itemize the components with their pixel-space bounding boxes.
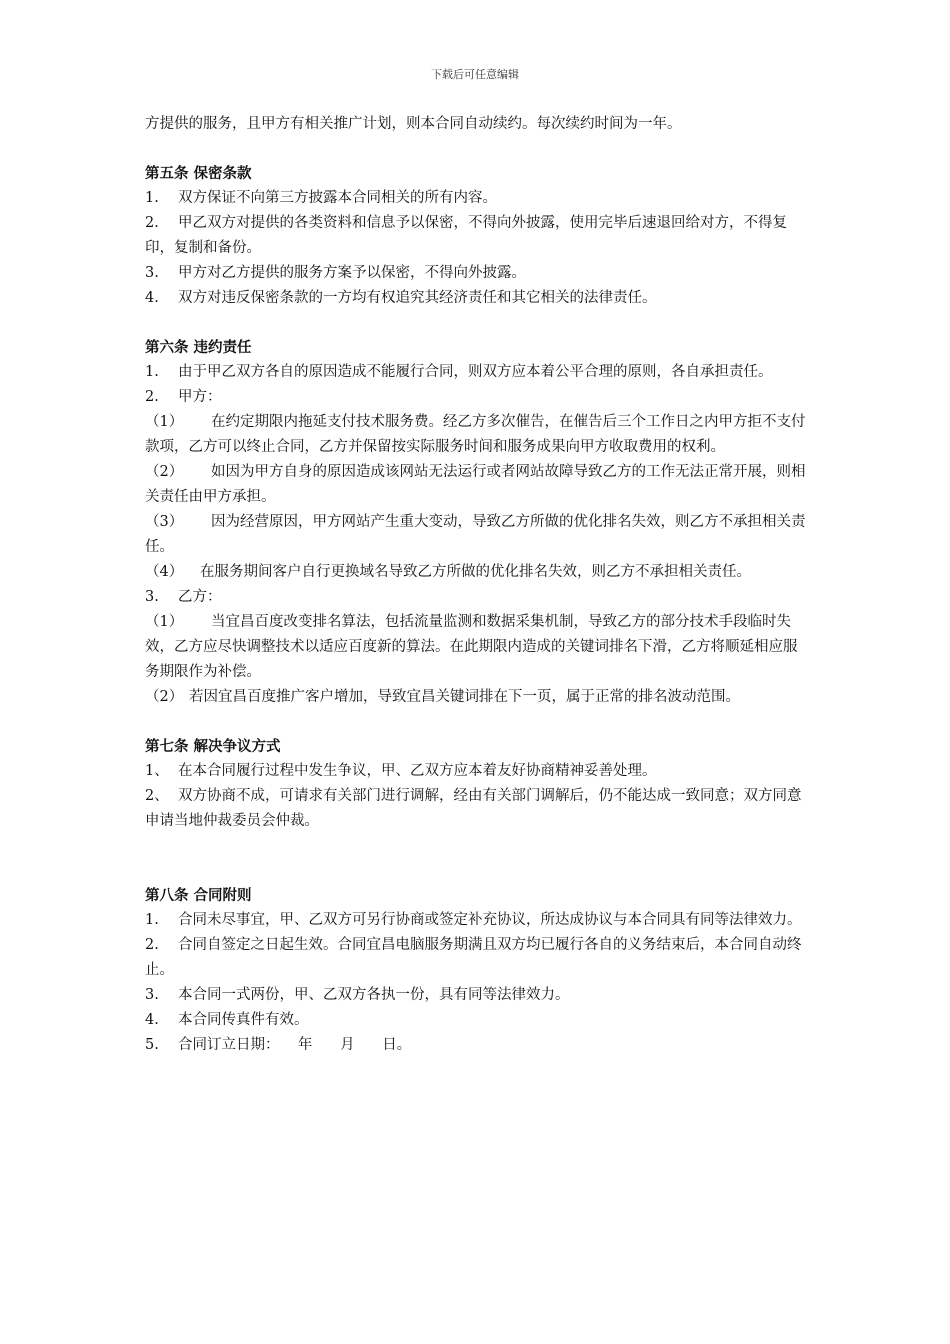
sub-item: （2） 若因宜昌百度推广客户增加，导致宜昌关键词排在下一页，属于正常的排名波动范围。: [145, 689, 740, 705]
sub-item: （3） 因为经营原因，甲方网站产生重大变动，导致乙方所做的优化排名失效，则乙方不承担相关责任。: [145, 514, 806, 555]
sub-item: （1） 在约定期限内拖延支付技术服务费。经乙方多次催告，在催告后三个工作日之内甲方拒不支付款项，乙方可以终止合同，乙方并保留按实际服务时间和服务成果向甲方收取费用的权利。: [145, 414, 806, 455]
intro-paragraph: 方提供的服务，且甲方有相关推广计划，则本合同自动续约。每次续约时间为一年。: [145, 116, 682, 132]
list-item: 2、 双方协商不成，可请求有关部门进行调解，经由有关部门调解后，仍不能达成一致同意；双方同意申请当地仲裁委员会仲裁。: [145, 788, 802, 829]
list-item: 4. 本合同传真件有效。: [145, 1012, 309, 1028]
list-item: 4. 双方对违反保密条款的一方均有权追究其经济责任和其它相关的法律责任。: [145, 290, 657, 306]
sub-item: （2） 如因为甲方自身的原因造成该网站无法运行或者网站故障导致乙方的工作无法正常开展，则相关责任由甲方承担。: [145, 464, 806, 505]
list-item: 3. 甲方对乙方提供的服务方案予以保密，不得向外披露。: [145, 265, 526, 281]
list-item: 5. 合同订立日期： 年 月 日。: [145, 1037, 412, 1053]
section-8-title: 第八条 合同附则: [145, 887, 252, 904]
section-6-title: 第六条 违约责任: [145, 339, 252, 356]
list-item: 1. 合同未尽事宜，甲、乙双方可另行协商或签定补充协议，所达成协议与本合同具有同等法律效力。: [145, 912, 802, 928]
document-body: [145, 112, 807, 1058]
page-header: 下载后可任意编辑: [431, 68, 519, 81]
list-item: 1、 在本合同履行过程中发生争议，甲、乙双方应本着友好协商精神妥善处理。: [145, 763, 657, 779]
list-item: 2. 合同自签定之日起生效。合同宜昌电脑服务期满且双方均已履行各自的义务结束后，本合同自动终止。: [145, 937, 802, 978]
list-item: 2. 甲乙双方对提供的各类资料和信息予以保密，不得向外披露，使用完毕后速退回给对方，不得复印，复制和备份。: [145, 215, 787, 256]
list-item: 2. 甲方：: [145, 389, 222, 405]
list-item: 3. 本合同一式两份，甲、乙双方各执一份，具有同等法律效力。: [145, 987, 570, 1003]
sub-item: （4） 在服务期间客户自行更换域名导致乙方所做的优化排名失效，则乙方不承担相关责任。: [145, 564, 751, 580]
list-item: 3. 乙方：: [145, 589, 222, 605]
section-5-title: 第五条 保密条款: [145, 165, 252, 182]
section-7-title: 第七条 解决争议方式: [145, 738, 281, 755]
list-item: 1. 由于甲乙双方各自的原因造成不能履行合同，则双方应本着公平合理的原则，各自承担责任。: [145, 364, 773, 380]
sub-item: （1） 当宜昌百度改变排名算法，包括流量监测和数据采集机制，导致乙方的部分技术手段临时失效，乙方应尽快调整技术以适应百度新的算法。在此期限内造成的关键词排名下滑，乙方将顺延相应服务期限作为补偿。: [145, 614, 798, 680]
list-item: 1. 双方保证不向第三方披露本合同相关的所有内容。: [145, 190, 497, 206]
